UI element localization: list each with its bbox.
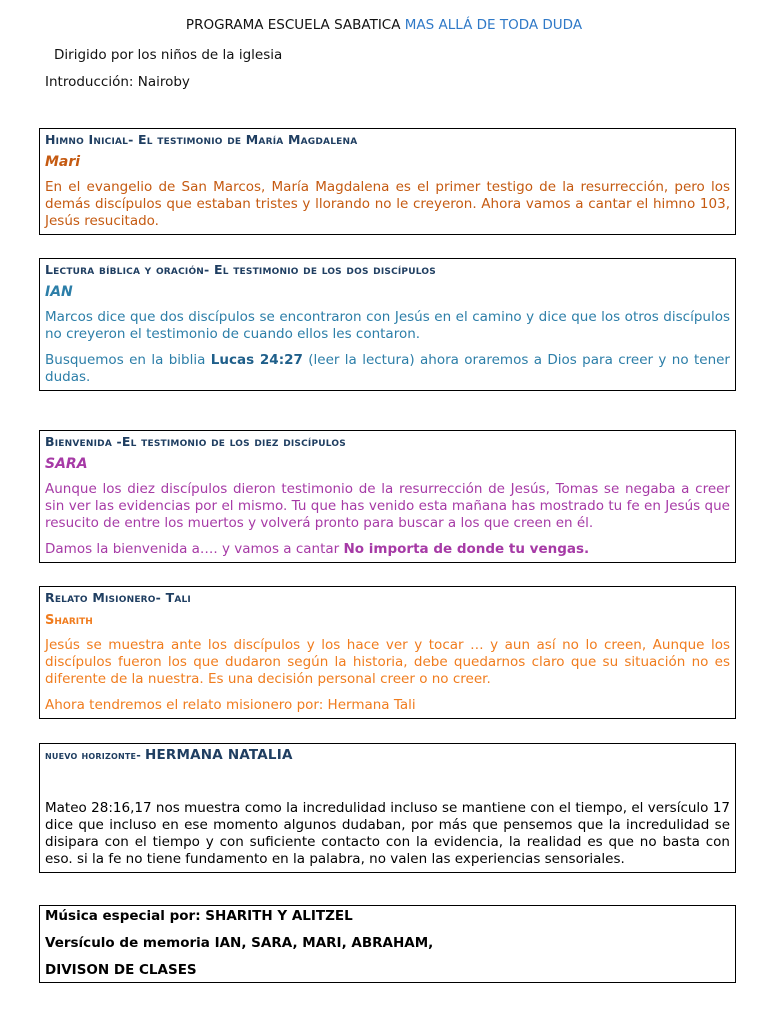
section-relato [39,586,736,719]
bible-reference: Lucas 24:27 [210,352,303,368]
section-person: IAN [45,284,73,300]
section-text-2 [45,541,730,558]
text-pre: Busquemos en la biblia [45,352,211,368]
section-text: Marcos dice que dos discípulos se encontraron con Jesús en el camino y dice que los otros discípulos no creyeron el testimonio de cuando ellos les contaron. [45,309,730,342]
class-division: DIVISON DE CLASES [45,962,197,978]
page-title [0,17,768,33]
special-music: Música especial por: SHARITH Y ALITZEL [45,908,353,924]
section-heading: Relato Misionero- Tali [45,590,191,605]
section-text: Mateo 28:16,17 nos muestra como la incredulidad incluso se mantiene con el tiempo, el versículo 17 dice que incluso en ese momento algunos dudaban, por más que pensemos que la incredulidad se disipara con el tiempo y con suficiente contacto con la evidencia, la realidad es que no basta con eso. si la fe no tiene fundamento en la palabra, no valen las experiencias sensoriales. [45,800,730,867]
section-person: SARA [45,456,88,472]
title-accent: MAS ALLÁ DE TODA DUDA [404,17,583,33]
section-person: Mari [45,154,81,170]
text-post: (leer la lectura) ahora oraremos a Dios para creer y no tener dudas. [45,352,730,385]
heading-small: nuevo horizonte- [45,749,145,762]
heading-big: HERMANA NATALIA [144,747,293,763]
section-heading: Lectura bíblica y oración- El testimonio de los dos discípulos [45,262,436,277]
section-person: Sharith [45,613,93,628]
section-heading: Himno Inicial- El testimonio de María Magdalena [45,132,358,147]
memory-verse: Versículo de memoria IAN, SARA, MARI, ABRAHAM, [45,935,434,951]
section-text-2: Ahora tendremos el relato misionero por: Hermana Tali [45,697,416,713]
section-text: Aunque los diez discípulos dieron testimonio de la resurrección de Jesús, Tomas se negaba a creer sin ver las evidencias por el mismo. Tu que has venido esta mañana has mostrado tu fe en Jesús que resucito de entre los muertos y volverá pronto para buscar a los que creen en él. [45,481,730,531]
title-prefix: PROGRAMA ESCUELA SABATICA [185,17,405,33]
section-himno [39,128,736,235]
song-title: No importa de donde tu vengas. [343,541,590,557]
section-text-2 [45,352,730,386]
subtitle-intro: Introducción: Nairoby [45,74,190,90]
section-cierre [39,905,736,983]
text-pre: Damos la bienvenida a…. y vamos a cantar [45,541,344,557]
section-heading [45,746,730,764]
section-text: En el evangelio de San Marcos, María Magdalena es el primer testigo de la resurrección, pero los demás discípulos que estaban tristes y llorando no le creyeron. Ahora vamos a cantar el himno 103, Jesús resucitado. [45,179,730,229]
subtitle-directed-by: Dirigido por los niños de la iglesia [54,47,283,63]
section-horizonte [39,743,736,873]
section-text: Jesús se muestra ante los discípulos y los hace ver y tocar … y aun así no lo creen, Aunque los discípulos fueron los que dudaron según la historia, debe quedarnos claro que su situación no es diferente de la nuestra. Es una decisión personal creer o no creer. [45,637,730,687]
section-lectura [39,258,736,391]
section-bienvenida [39,430,736,563]
section-heading: Bienvenida -El testimonio de los diez discípulos [45,434,346,449]
